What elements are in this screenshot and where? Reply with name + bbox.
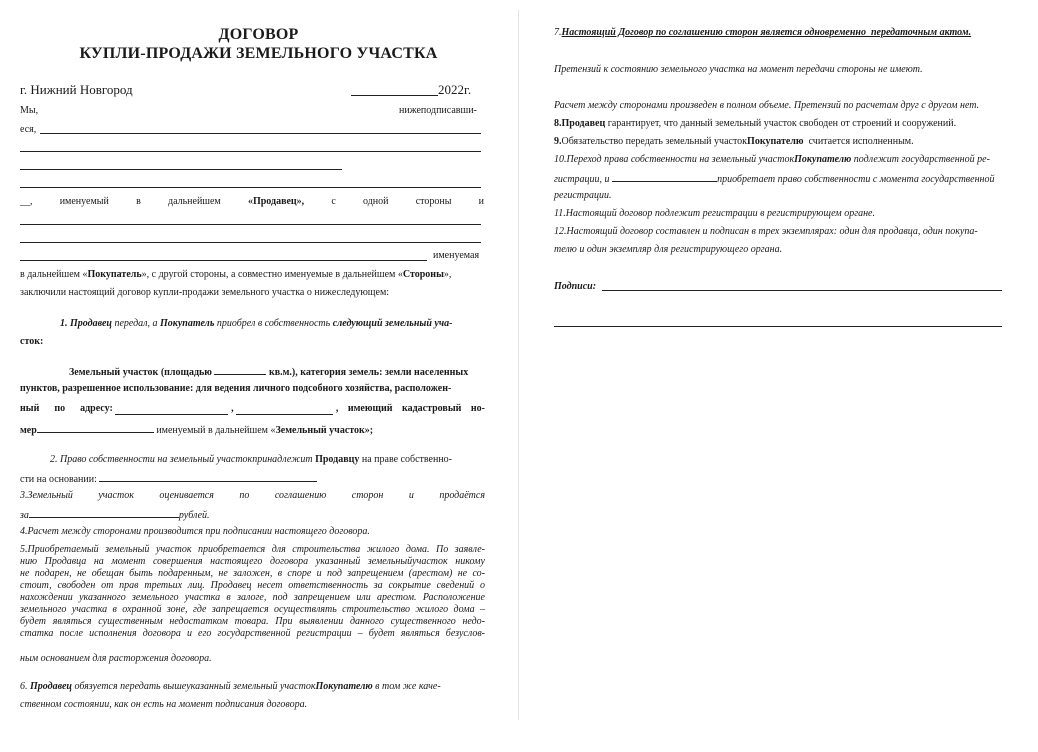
left-page: [0, 0, 517, 752]
buyer-blank: [20, 224, 481, 225]
title-line-2: КУПЛИ-ПРОДАЖИ ЗЕМЕЛЬНОГО УЧАСТКА: [79, 45, 438, 62]
title-line-1: ДОГОВОР: [218, 26, 299, 43]
undersigned-end: еся,: [20, 124, 37, 135]
clause-1-line-1: 1. Продавец передал, а Покупатель приобрел в собственность следующий земельный уча-: [60, 318, 453, 329]
named-text: именуемая: [433, 250, 480, 261]
clause-6-line-1: 6. Продавец обязуется передать вышеуказанный земельный участокПокупателю в том же каче-: [20, 681, 441, 692]
clause-5-last: ным основанием для расторжения договора.: [20, 653, 212, 664]
clause-10-line-2: гистрации, и приобретает право собственности с момента государственной: [554, 174, 995, 185]
clause-7: 7.Настоящий Договор по соглашению сторон является одновременно передаточным актом.: [554, 27, 972, 38]
clause-11: 11.Настоящий договор подлежит регистрации в регистрирующем органе.: [554, 208, 875, 219]
concluded-text: заключили настоящий договор купли-продажи земельного участка о нижеследующем:: [20, 287, 390, 298]
clause-10-line-3: регистрации.: [554, 190, 612, 201]
plot-line-2: пунктов, разрешенное использование: для ведения личного подсобного хозяйства, расположен-: [20, 383, 452, 394]
clause-3-line-1: 3.Земельный участок оценивается по соглашению сторон и продаётся: [20, 490, 485, 501]
clause-6-line-2: ственном состоянии, как он есть на момент подписания договора.: [20, 699, 308, 710]
clause-2-line-1: 2. Право собственности на земельный участокпринадлежит Продавцу на праве собственно-: [50, 454, 453, 465]
clause-5: 5.Приобретаемый земельный участок приобретается для строительства жилого дома. По заявле- нию Продавца на момент совершения настоящего договора указанный земельныйучасток никому не подарен, не обещан быть подаренным, не заложен, в споре и под запрещением (арестом) не со- стоит, свободен от прав третьих лиц. Продавец несет ответственность за сокрытие сведений о нахождении указанного земельного участка в залоге, под запрещением или арестом. Расположение земельного участка в охранной зоне, где запрещается осуществлять строительство жилого дома – будет являться существенным недостатком товара. При выявлении данного существенного недо- статка после исполнения договора и его государственной регистрации – будет являться безуслов-: [20, 544, 485, 639]
signature-line: [554, 326, 1002, 327]
seller-word: стороны: [415, 196, 452, 207]
plot-line-4: мер именуемый в дальнейшем «Земельный участок»;: [20, 425, 374, 436]
seller-word: одной: [363, 196, 389, 207]
seller-word: в: [136, 196, 141, 207]
clause-3-line-2: за рублей.: [20, 510, 210, 521]
seller-word: __,: [20, 196, 33, 207]
clause-12-line-1: 12.Настоящий договор составлен и подписан в трех экземплярах: один для продавца, один покупа-: [554, 226, 978, 237]
buyer-blank: [20, 260, 427, 261]
city: г. Нижний Новгород: [20, 82, 133, 97]
clause-8: 8.Продавец гарантирует, что данный земельный участок свободен от строений и сооружений.: [554, 118, 957, 129]
seller-word: с: [331, 196, 336, 207]
payment-text: Расчет между сторонами произведен в полном объеме. Претензий по расчетам друг с другом нет.: [554, 100, 980, 111]
we-text: Мы,: [20, 105, 39, 116]
seller-word: дальнейшем: [167, 196, 221, 207]
seller-word: «Продавец»,: [247, 196, 305, 207]
right-page: [519, 0, 1038, 752]
year: 2022г.: [438, 82, 472, 97]
signatures-label: Подписи:: [554, 281, 597, 292]
date-blank: [351, 95, 438, 96]
party-blank: [40, 133, 481, 134]
party-blank: [20, 169, 342, 170]
plot-line-3: ный по адресу: , , имеющий кадастровый но-: [20, 403, 485, 414]
party-blank: [20, 187, 481, 188]
undersigned-text: нижеподписавши-: [399, 105, 477, 116]
clause-10-line-1: 10.Переход права собственности на земельный участокПокупателю подлежит государственной ре-: [554, 154, 990, 165]
seller-word: и: [478, 196, 484, 207]
clause-4: 4.Расчет между сторонами производится при подписании настоящего договора.: [20, 526, 370, 537]
claims-text: Претензий к состоянию земельного участка на момент передачи стороны не имеют.: [554, 64, 923, 75]
clause-9: 9.Обязательство передать земельный участокПокупателю считается исполненным.: [554, 136, 914, 147]
buyer-blank: [20, 242, 481, 243]
party-blank: [20, 151, 481, 152]
seller-line: [20, 196, 484, 208]
plot-line-1: Земельный участок (площадью кв.м.), категория земель: земли населенных: [69, 367, 469, 378]
seller-word: именуемый: [59, 196, 109, 207]
buyer-line: в дальнейшем «Покупатель», с другой стороны, а совместно именуемые в дальнейшем «Стороны»,: [20, 269, 452, 280]
signature-line: [602, 290, 1002, 291]
clause-2-line-2: сти на основании:: [20, 472, 317, 486]
clause-1-line-2: сток:: [20, 336, 44, 347]
clause-12-line-2: телю и один экземпляр для регистрирующего органа.: [554, 244, 783, 255]
